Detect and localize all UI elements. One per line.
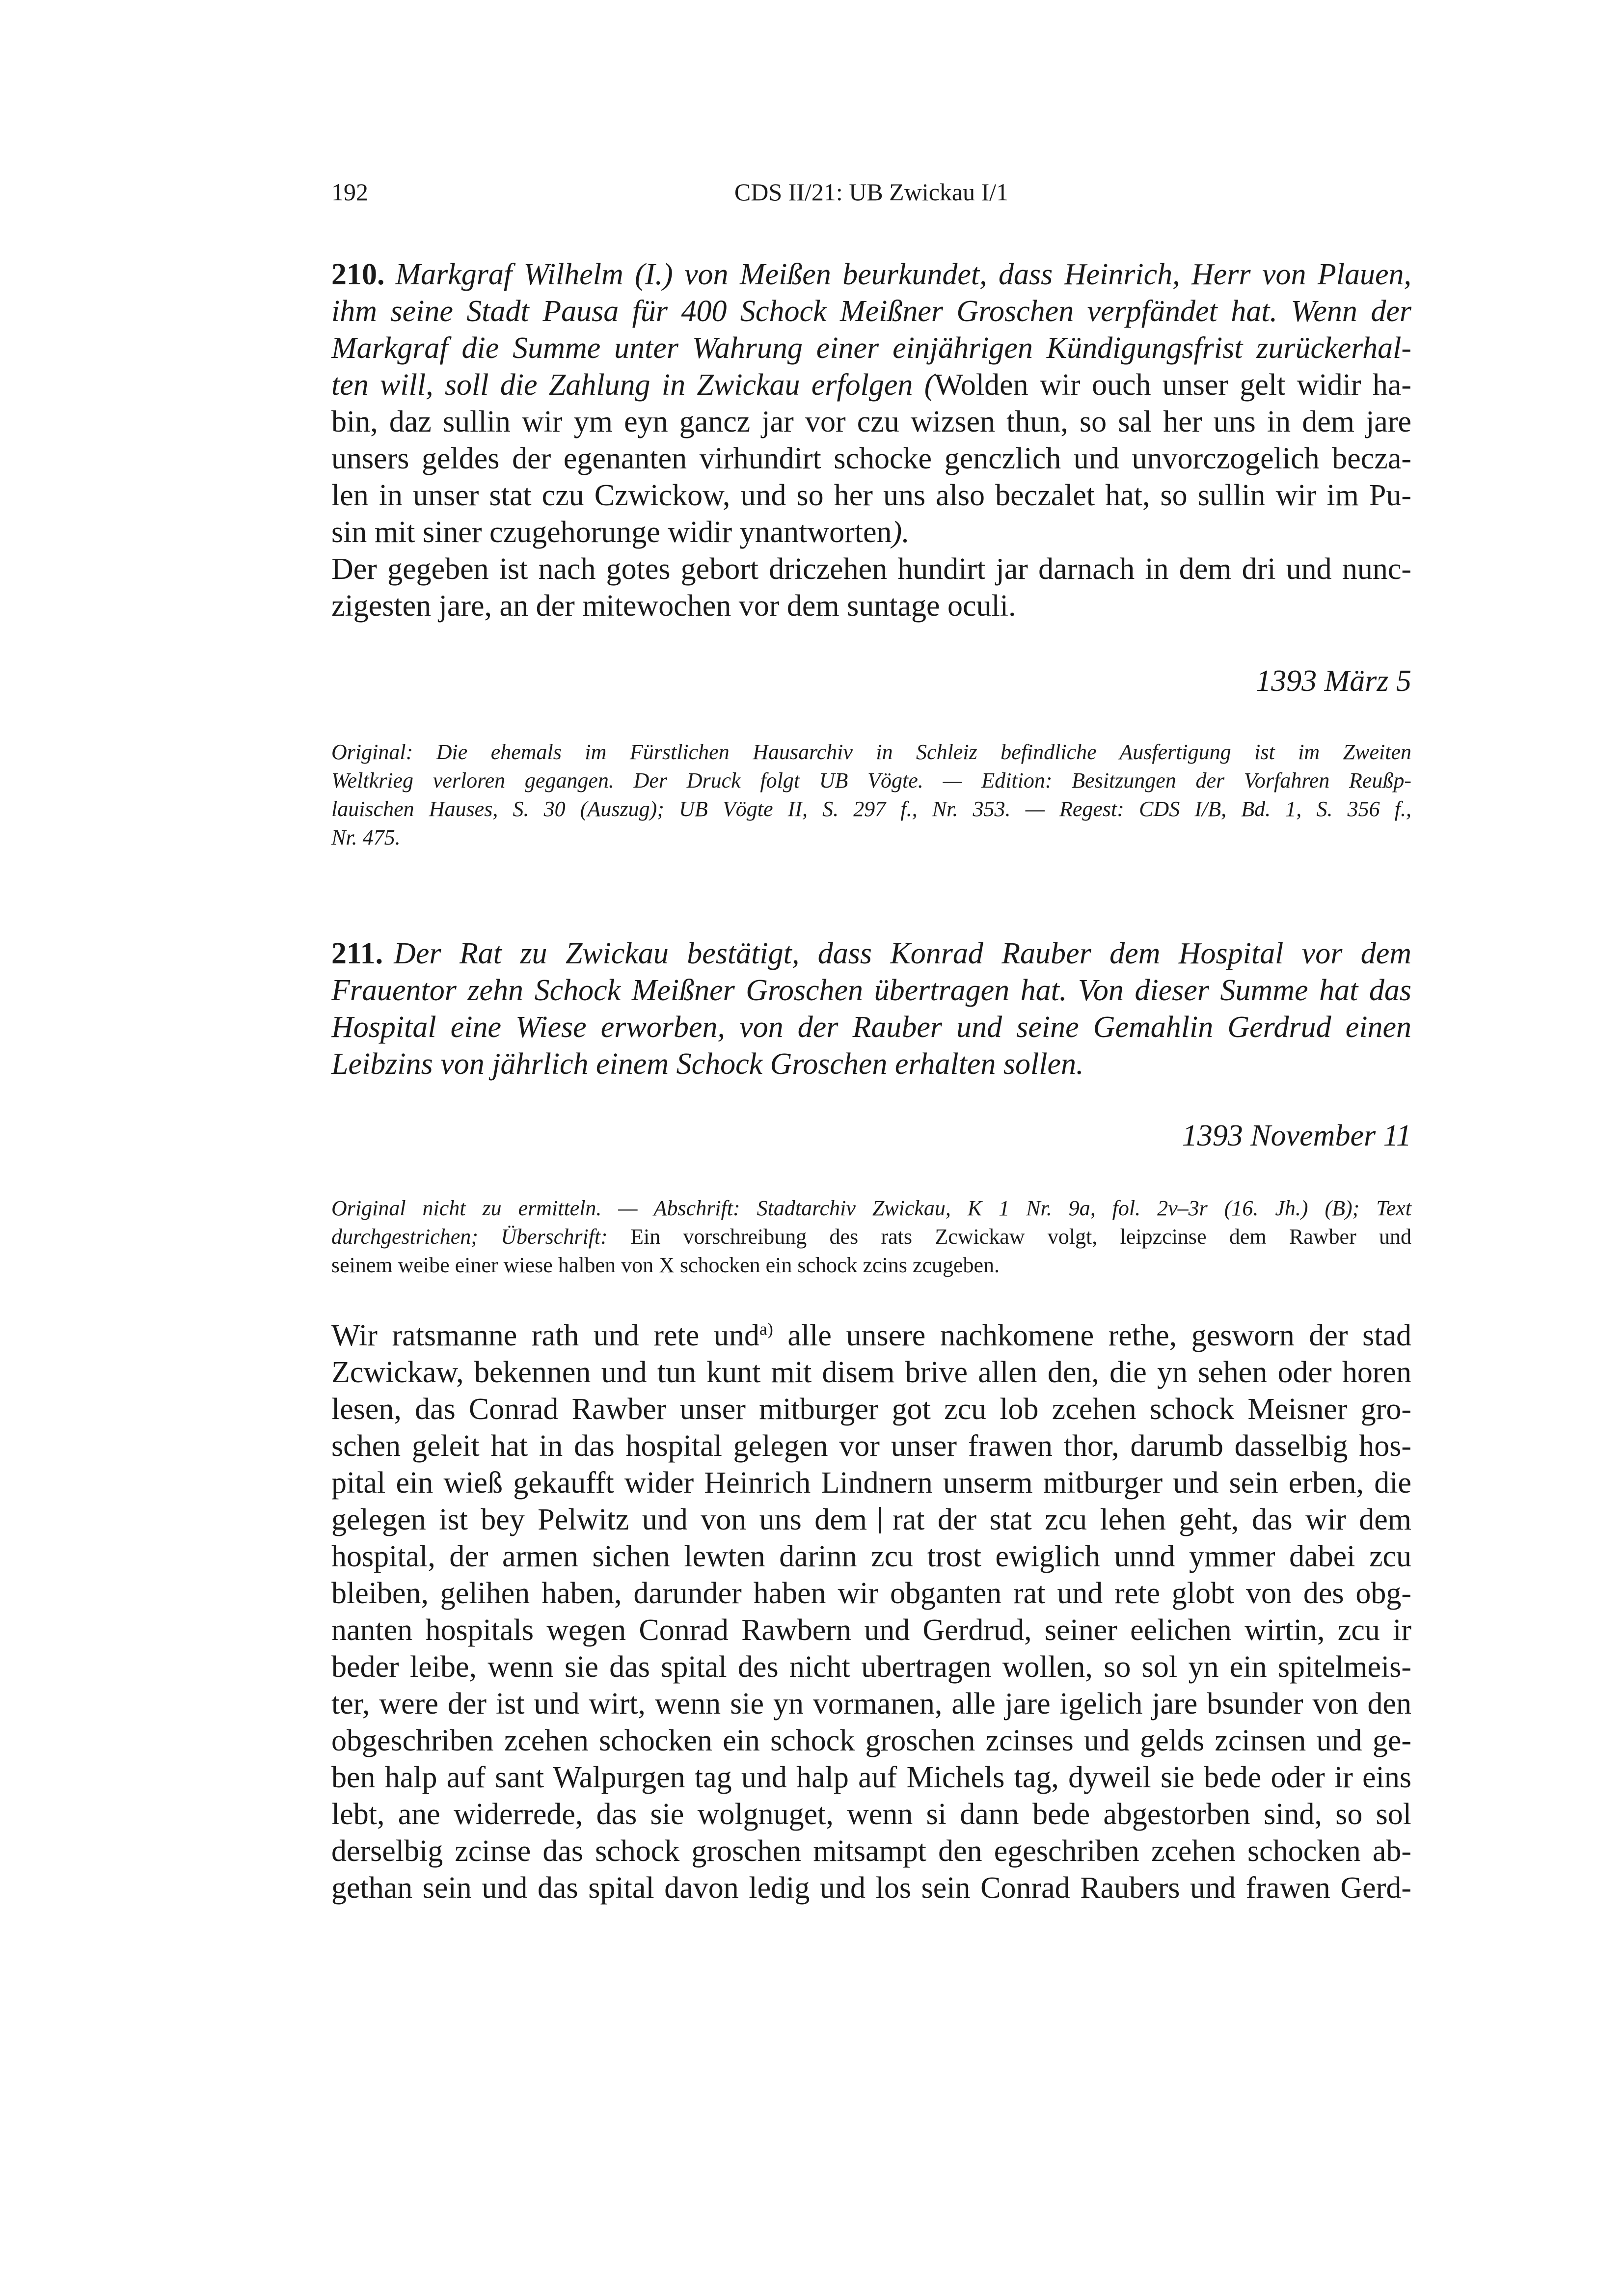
doc210-quote-line: bin, daz sullin wir ym eyn gancz jar vor czu wizsen thun, so sal her uns in dem jare <box>331 405 1411 438</box>
doc211-date-row <box>331 1118 1411 1154</box>
doc210-quote-close: ). <box>892 516 910 549</box>
folio-break-marker <box>879 1507 881 1533</box>
doc211-text-line: ben halp auf sant Walpurgen tag und halp auf Michels tag, dyweil sie bede oder ir eins <box>331 1761 1411 1794</box>
doc211-text-line: gelegen ist bey Pelwitz und von uns dem <box>331 1503 867 1536</box>
doc210-regest-line: ihm seine Stadt Pausa für 400 Schock Meißner Groschen verpfändet hat. Wenn der <box>331 295 1411 328</box>
footnote-marker: a) <box>759 1319 773 1339</box>
doc211-text-line: Zcwickaw, bekennen und tun kunt mit disem brive allen den, die yn sehen oder horen <box>331 1356 1411 1389</box>
doc210-number: 210. <box>331 258 385 291</box>
doc211-text-line: lesen, das Conrad Rawber unser mitburger got zcu lob zcehen schock Meisner gro- <box>331 1393 1411 1426</box>
doc211-text-line: schen geleit hat in das hospital gelegen vor unser frawen thor, darumb dasselbig hos- <box>331 1429 1411 1463</box>
doc211-text-line: rat der stat zcu lehen geht, das wir dem <box>893 1503 1411 1536</box>
doc211-text-line: beder leibe, wenn sie das spital des nicht ubertragen wollen, so sol yn ein spitelmeis- <box>331 1650 1411 1684</box>
page-header <box>331 178 1411 217</box>
doc210-regest-line: Markgraf die Summe unter Wahrung einer einjährigen Kündigungsfrist zurückerhal- <box>331 331 1411 365</box>
doc211-note-italic: durchgestrichen; Überschrift: <box>331 1225 608 1249</box>
doc211-regest-line: Hospital eine Wiese erworben, von der Rauber und seine Gemahlin Gerdrud einen <box>331 1011 1411 1044</box>
doc211-number: 211. <box>331 937 383 970</box>
doc210-quote-line: unsers geldes der egenanten virhundirt schocke genczlich und unvorczogelich becza- <box>331 442 1411 475</box>
doc210-regest-line: ten will, soll die Zahlung in Zwickau erfolgen ( <box>331 368 935 402</box>
doc211-regest-line: Der Rat zu Zwickau bestätigt, dass Konrad Rauber dem Hospital vor dem <box>394 937 1411 970</box>
doc211-text-line: lebt, ane widerrede, das sie wolgnuget, wenn si dann bede abgestorben sind, so sol <box>331 1798 1411 1831</box>
doc211-text-line: nanten hospitals wegen Conrad Rawbern und Gerdrud, seiner eelichen wirtin, zcu ir <box>331 1613 1411 1647</box>
doc210-note-line: Weltkrieg verloren gegangen. Der Druck folgt UB Vögte. — Edition: Besitzungen der Vorfahren Reußp- <box>331 768 1411 793</box>
page-number: 192 <box>331 178 368 206</box>
doc210-quote-end: sin mit siner czugehorunge widir ynantworten <box>331 516 892 549</box>
doc210-dating-line: zigesten jare, an der mitewochen vor dem suntage oculi. <box>331 589 1016 623</box>
doc210-regest-line: Markgraf Wilhelm (I.) von Meißen beurkundet, dass Heinrich, Herr von Plauen, <box>395 258 1411 291</box>
doc211-regest <box>331 935 1411 1083</box>
doc211-regest-line: Leibzins von jährlich einem Schock Groschen erhalten sollen. <box>331 1047 1084 1081</box>
doc210-dating-line: Der gegeben ist nach gotes gebort driczehen hundirt jar darnach in dem dri und nunc- <box>331 552 1411 586</box>
doc210-quote-start: Wolden wir ouch unser gelt widir ha- <box>934 368 1411 402</box>
doc211-text-line: Wir ratsmanne rath und rete und <box>331 1319 759 1352</box>
doc210-quote-line: len in unser stat czu Czwickow, und so her uns also beczalet hat, so sullin wir im Pu- <box>331 479 1411 512</box>
doc211-regest-line: Frauentor zehn Schock Meißner Groschen übertragen hat. Von dieser Summe hat das <box>331 974 1411 1007</box>
doc211-note <box>331 1194 1411 1280</box>
doc210-note-line: Nr. 475. <box>331 825 401 849</box>
doc211-text-line: alle unsere nachkomene rethe, gesworn der stad <box>773 1319 1411 1352</box>
doc210-note <box>331 738 1411 852</box>
doc211-text-line: derselbig zcinse das schock groschen mitsampt den egeschriben zcehen schocken ab- <box>331 1834 1411 1868</box>
doc211-text-line: obgeschriben zcehen schocken ein schock groschen zcinses und gelds zcinsen und ge- <box>331 1724 1411 1757</box>
doc211-text-line: hospital, der armen sichen lewten darinn zcu trost ewiglich unnd ymmer dabei zcu <box>331 1540 1411 1573</box>
doc211-note-line: Original nicht zu ermitteln. — Abschrift: Stadtarchiv Zwickau, K 1 Nr. 9a, fol. 2v–3r (16. Jh.) (B); Text <box>331 1196 1411 1220</box>
doc211-note-roman: Ein vorschreibung des rats Zcwickaw volgt, leipzcinse dem Rawber und <box>630 1225 1412 1249</box>
doc210-note-line: lauischen Hauses, S. 30 (Auszug); UB Vögte II, S. 297 f., Nr. 353. — Regest: CDS I/B, Bd. 1, S. 356 f., <box>331 797 1411 821</box>
doc211-text-line: bleiben, gelihen haben, darunder haben wir obganten rat und rete globt von des obg- <box>331 1577 1411 1610</box>
doc210-date: 1393 März 5 <box>1256 664 1411 698</box>
doc210-date-row <box>331 663 1411 700</box>
doc211-text-line: ter, were der ist und wirt, wenn sie yn vormanen, alle jare igelich jare bsunder von den <box>331 1687 1411 1721</box>
doc210-regest <box>331 256 1411 625</box>
doc211-text <box>331 1317 1411 1907</box>
doc211-date: 1393 November 11 <box>1182 1119 1411 1152</box>
doc211-text-line: pital ein wieß gekaufft wider Heinrich Lindnern unserm mitburger und sein erben, die <box>331 1466 1411 1500</box>
doc211-text-line: gethan sein und das spital davon ledig und los sein Conrad Raubers und frawen Gerd- <box>331 1871 1411 1905</box>
running-title: CDS II/21: UB Zwickau I/1 <box>734 178 1009 206</box>
doc210-note-line: Original: Die ehemals im Fürstlichen Hausarchiv in Schleiz befindliche Ausfertigung ist im Zweiten <box>331 740 1411 764</box>
doc211-note-line: seinem weibe einer wiese halben von X schocken ein schock zcins zcugeben. <box>331 1253 1000 1277</box>
